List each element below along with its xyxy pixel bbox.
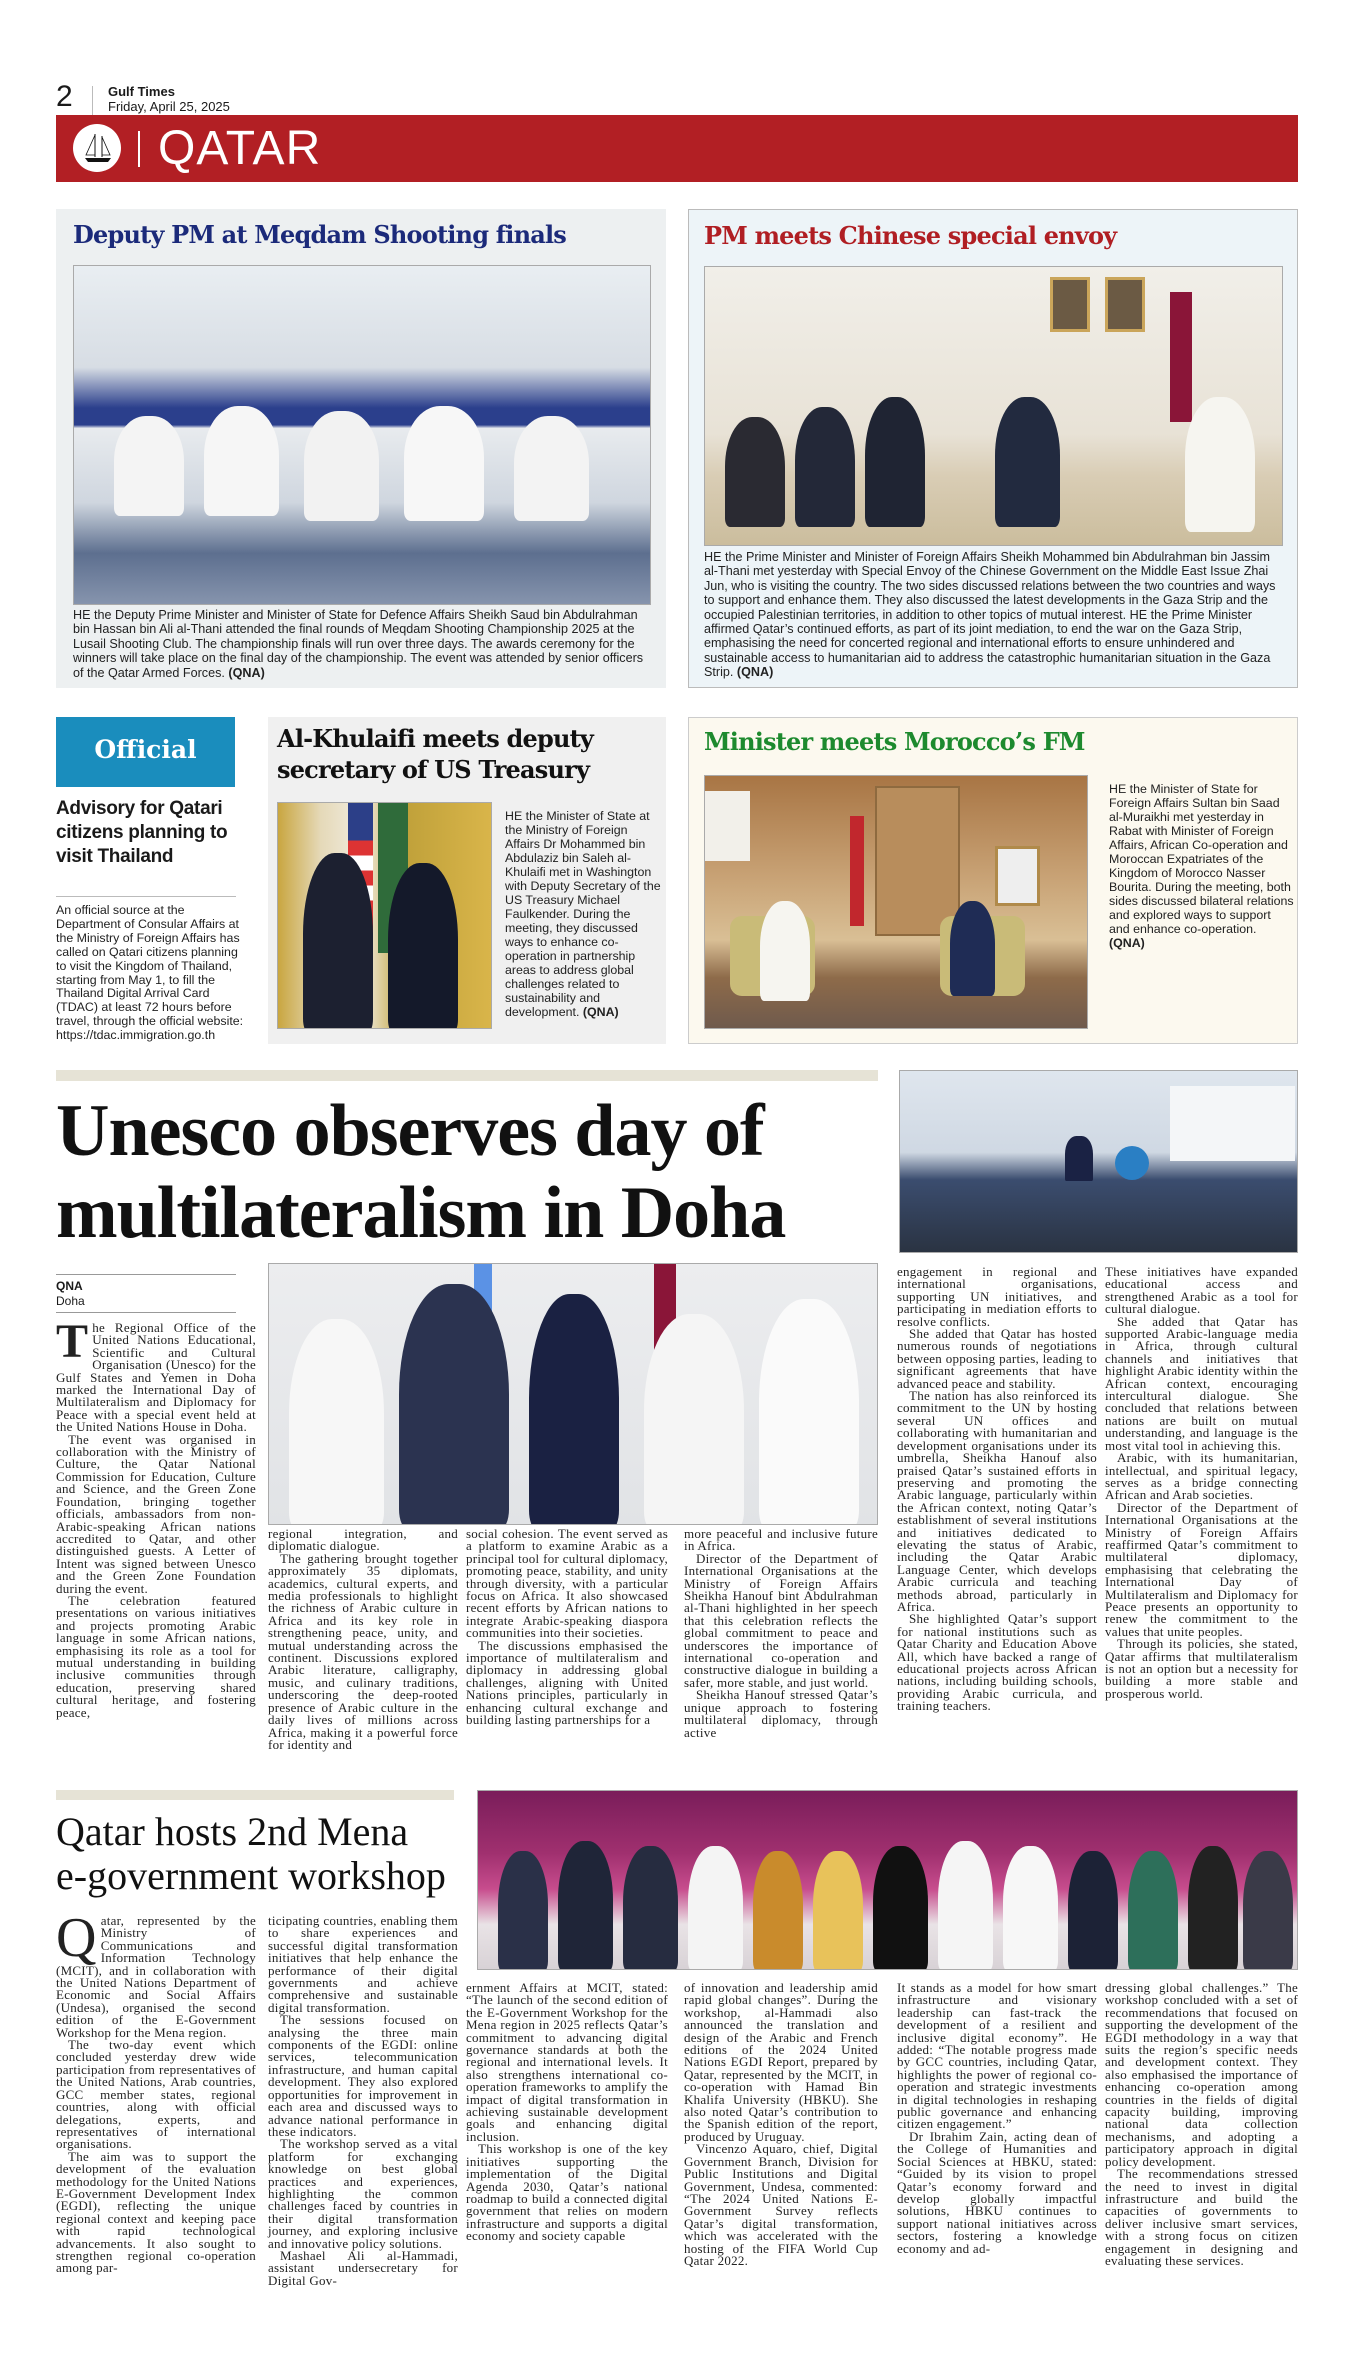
paragraph: These initiatives have expanded educational access and strengthened Arabic as a tool for cultural dialogue. (1105, 1264, 1298, 1317)
article-column (1105, 1266, 1298, 1700)
paragraph: The sessions focused on analysing the three main components of the EGDI: online services, telecommunication infrastructure, and human capital development. They also explored opportunities for improvement in each area and discussed ways to advance national performance in these indicators. (268, 2012, 458, 2139)
drop-cap: Q (56, 1907, 97, 1969)
article-column (56, 1907, 256, 2276)
article-column (56, 1315, 256, 1720)
advisory-body: An official source at the Department of Consular Affairs at the Ministry of Foreign Affairs has called on Qatari citizens planning to visit the Kingdom of Thailand, starting from May 1, to fill the Thailand Digital Arrival Card (TDAC) at least 72 hours before travel, through the official website: https://tdac.immigration.go.th (56, 903, 244, 1043)
paragraph: Dr Ibrahim Zain, acting dean of the College of Humanities and Social Sciences at HBKU, stated: “Guided by its vision to propel Qatar’s economy forward and develop globally impactful solutions, HBKU continues to support national initiatives across sectors, fostering a knowledge economy and ad- (897, 2128, 1097, 2256)
article-column (268, 1915, 458, 2287)
story-body: HE the Minister of State for Foreign Affairs Sultan bin Saad al-Muraikhi met yesterday in Rabat with Minister of Foreign Affairs, African Co-operation and Moroccan Expatriates of the Kingdom of Morocco Nasser Bourita. During the meeting, both sides discussed bilateral relations and explored ways to support and enhance co-operation. (QNA) (1109, 782, 1294, 950)
paragraph: Director of the Department of International Organisations at the Ministry of Foreign Affairs reaffirmed Qatar’s commitment to multilateral diplomacy, emphasising that celebrating the International Day of Multilateralism and Diplomacy for Peace presents an opportunity to renew the commitment to the values that unite peoples. (1105, 1499, 1298, 1639)
paragraph: ernment Affairs at MCIT, stated: “The launch of the second edition of the E-Government Workshop for the Mena region in 2025 reflects Qatar’s commitment to advancing digital governance standards at both the regional and international levels. It also strengthens international co-operation frameworks to amplify the impact of digital transformation in achieving sustainable development goals and enhancing digital inclusion. (466, 1980, 668, 2144)
story-pm-chinese-envoy (688, 209, 1298, 688)
paragraph: The two-day event which concluded yesterday drew wide participation from representatives of the United Nations, Arab countries, GCC member states, regional countries, along with official delegations, experts, and representatives of international organisations. (56, 2037, 256, 2152)
paragraph: The gathering brought together approximately 35 diplomats, academics, cultural experts, and media professionals to highlight the richness of Arabic culture in Africa and its key role in strengthening peace, unity, and mutual understanding across the continent. Discussions explored Arabic literature, calligraphy, music, and culinary traditions, underscoring the deep-rooted presence of Arabic culture in the daily lives of millions across Africa, making it a powerful force for identity and (268, 1550, 458, 1752)
story-khulaifi (268, 717, 666, 1044)
dhow-boat-icon (73, 124, 121, 172)
advisory-headline: Advisory for Qatari citizens planning to visit Thailand (56, 798, 228, 867)
article-column (466, 1528, 668, 1727)
photo-unesco-group (268, 1263, 878, 1525)
paragraph: he Regional Office of the United Nations Educational, Scientific and Cultural Organisation (Unesco) for the Gulf States and Yemen in Doha marked the International Day of Multilateralism and Diplomacy for Peace with a special event held at the United Nations House in Doha. (56, 1320, 256, 1435)
paragraph: Director of the Department of International Organisations at the Ministry of Foreign Affairs Sheikha Hanouf bint Abdulrahman al-Thani highlighted in her speech that this celebration reflects the global commitment to peace and underscores the importance of international co-operation and constructive dialogue in building a safer, more stable, and just world. (684, 1550, 878, 1690)
paragraph: social cohesion. The event served as a platform to examine Arabic as a principal tool for cultural diplomacy, promoting peace, stability, and unity through diversity, with a particular focus on Africa. It also showcased recent efforts by African nations to integrate Arabic-speaking diaspora communities into their societies. (466, 1526, 668, 1641)
section-title: QATAR (158, 122, 322, 175)
official-label: Official (94, 735, 197, 764)
paragraph: The discussions emphasised the importance of multilateralism and diplomacy in addressing global challenges, aligning with United Nations principles, particularly in enhancing cultural exchange and building lasting partnerships for a (466, 1637, 668, 1728)
paragraph: atar, represented by the Ministry of Communications and Information Technology (MCIT), and in collaboration with the United Nations Department of Economic and Social Affairs (Undesa), organised the second edition of the E-Government Workshop for the Mena region. (56, 1913, 256, 2040)
paragraph: She added that Qatar has supported Arabic-language media in Africa, through cultural channels and initiatives that highlight Arabic identity within the African context, encouraging intercultural dialogue. She concluded that relations between nations are built on mutual understanding, and language is the most vital tool in achieving this. (1105, 1313, 1298, 1453)
paragraph: Vincenzo Aquaro, chief, Digital Government Branch, Division for Public Institutions and Digital Government, Undesa, commented: “The 2024 United Nations E-Government Survey reflects Qatar’s digital transformation, which was accelerated with the hosting of the FIFA World Cup Qatar 2022. (684, 2141, 878, 2268)
divider (56, 1070, 878, 1081)
headline-line: Qatar hosts 2nd Mena (56, 1809, 409, 1854)
mena-headline (56, 1810, 466, 1898)
paragraph: of innovation and leadership amid rapid global changes”. During the workshop, al-Hammadi also announced the translation and design of the Arabic and French editions of the 2024 United Nations EGDI Report, prepared by Qatar, represented by the MCIT, in co-operation with Hamad Bin Khalifa University (HBKU). She also noted Qatar’s contribution to the Spanish edition of the report, produced by Uruguay. (684, 1980, 878, 2144)
article-column (1105, 1982, 1298, 2267)
article-column (268, 1528, 458, 1751)
paragraph: The celebration featured presentations on various initiatives and projects promoting Arabic language in some African nations, emphasising its role as a tool for mutual understanding in building inclusive communities through education, preserving shared cultural heritage, and fostering peace, (56, 1592, 256, 1720)
photo-mena-workshop-group (477, 1790, 1298, 1970)
headline-line: e-government workshop (56, 1853, 446, 1898)
photo-unesco-speaker (899, 1070, 1298, 1253)
paragraph: regional integration, and diplomatic dialogue. (268, 1526, 458, 1554)
headline-line: Unesco observes day of (56, 1090, 764, 1172)
photo-caption: HE the Deputy Prime Minister and Minister of State for Defence Affairs Sheikh Saud bin Abdulrahman bin Hassan bin Ali al-Thani attended the final rounds of Meqdam Shooting Championship 2025 at the Lusail Shooting Club. The championship finals will run over three days. The awards ceremony for the winners will take place on the final day of the championship. The event was attended by senior officers of the Qatar Armed Forces. (QNA) (73, 608, 644, 680)
paragraph: The event was organised in collaboration with the Ministry of Culture, the Qatar National Commission for Education, Culture and Science, and the Green Zone Foundation, bringing together officials, ambassadors from non-Arabic-speaking African nations accredited to Qatar, and other distinguished guests. A Letter of Intent was signed between Unesco and the Green Zone Foundation during the event. (56, 1431, 256, 1596)
photo-morocco-meeting (704, 775, 1088, 1029)
story-morocco (688, 717, 1298, 1044)
paragraph: The nation has also reinforced its commitment to the UN by hosting several UN offices and collaborating with humanitarian and development organisations under its umbrella, Sheikha Hanouf also praised Qatar’s sustained efforts in preserving and promoting the Arabic language, particularly within the African context, noting Qatar’s establishment of several institutions and initiatives dedicated to elevating the status of Arabic, including the Qatar Arabic Language Center, which develops Arabic curricula and teaching methods abroad, particularly in Africa. (897, 1388, 1097, 1614)
photo-shooting-finals (73, 265, 651, 605)
paragraph: The recommendations stressed the need to invest in digital infrastructure and build the capacities of governments to deliver inclusive smart services, with a strong focus on citizen engagement in designing and evaluating these services. (1105, 2166, 1298, 2268)
paragraph: Through its policies, she stated, Qatar affirms that multilateralism is not an option but a necessity for building a more stable and prosperous world. (1105, 1636, 1298, 1701)
official-label-box (56, 717, 235, 787)
paragraph: Sheikha Hanouf stressed Qatar’s unique approach to fostering multilateral diplomacy, through active (684, 1687, 878, 1740)
page-number: 2 (56, 80, 73, 113)
article-column (466, 1982, 668, 2243)
paragraph: dressing global challenges.” The workshop concluded with a set of recommendations that focused on supporting the development of the EGDI methodology in a way that suits the region’s specific needs and development context. They also emphasised the importance of enhancing co-operation among countries in the fields of digital capacity building, improving national data collection mechanisms, and adopting a participatory approach in digital policy development. (1105, 1980, 1298, 2169)
headline: Deputy PM at Meqdam Shooting finals (73, 220, 567, 249)
article-column (684, 1982, 878, 2267)
paragraph: Mashael Ali al-Hammadi, assistant undersecretary for Digital Gov- (268, 2247, 458, 2288)
headline: Minister meets Morocco’s FM (704, 727, 1085, 756)
headline: PM meets Chinese special envoy (704, 221, 1117, 250)
photo-caption: HE the Prime Minister and Minister of Foreign Affairs Sheikh Mohammed bin Abdulrahman bin Jassim al-Thani met yesterday with Special Envoy of the Chinese Government on the Middle East Issue Zhai Jun, who is visiting the country. The two sides discussed relations between the two countries and ways to support and enhance them. They also discussed the latest developments in the Gaza Strip and the occupied Palestinian territories, in addition to other topics of mutual interest. HE the Prime Minister affirmed Qatar’s continued efforts, as part of its joint mediation, to end the war on the Gaza Strip, emphasising the need for concerted regional and international efforts to ensure unhindered and sustainable access to humanitarian aid to address the catastrophic humanitarian situation in the Gaza Strip. (QNA) (704, 550, 1276, 680)
divider (56, 1790, 454, 1800)
byline-place: Doha (56, 1294, 85, 1308)
paragraph: She added that Qatar has hosted numerous rounds of negotiations between opposing parties, leading to significant agreements that have advanced peace and stability. (897, 1326, 1097, 1391)
headline: Al-Khulaifi meets deputy secretary of US Treasury (277, 724, 594, 784)
divider (92, 86, 93, 116)
headline-line: multilateralism in Doha (56, 1172, 786, 1254)
article-column (684, 1528, 878, 1739)
paragraph: Arabic, with its humanitarian, intellectual, and spiritual legacy, serves as a bridge connecting African and Arab societies. (1105, 1450, 1298, 1503)
issue-date: Friday, April 25, 2025 (108, 99, 230, 114)
divider (56, 896, 236, 897)
paragraph: It stands as a model for how smart infrastructure and visionary leadership can fast-track the development of a resilient and inclusive digital economy”. He added: “The notable progress made by GCC countries, including Qatar, highlights the power of regional co-operation and strategic investments in digital technologies in reshaping public governance and enhancing citizen engagement.” (897, 1980, 1097, 2132)
byline-agency: QNA (56, 1279, 83, 1293)
unesco-headline (56, 1090, 886, 1254)
photo-pm-meeting (704, 266, 1283, 546)
paragraph: more peaceful and inclusive future in Africa. (684, 1526, 878, 1554)
divider (138, 131, 140, 167)
paragraph: engagement in regional and international organisations, supporting UN initiatives, and participating in mediation efforts to resolve conflicts. (897, 1264, 1097, 1329)
photo-treasury-meeting (277, 802, 492, 1029)
divider (56, 1274, 236, 1275)
paragraph: This workshop is one of the key initiatives supporting the implementation of the Digital Agenda 2030, Qatar’s national roadmap to build a connected digital government that relies on modern infrastructure and supports a digital economy and society capable (466, 2141, 668, 2244)
paragraph: The workshop served as a vital platform for exchanging knowledge on best global practices and experiences, highlighting the common challenges faced by countries in their digital transformation journey, and exploring inclusive and innovative policy solutions. (268, 2136, 458, 2251)
article-column (897, 1982, 1097, 2255)
paragraph: ticipating countries, enabling them to share experiences and successful digital transformation initiatives that help enhance the performance of their digital governments and achieve comprehensive and sustainable digital transformation. (268, 1913, 458, 2015)
divider (56, 1312, 236, 1313)
section-banner (56, 115, 1298, 182)
paragraph: She highlighted Qatar’s support for national institutions such as Qatar Charity and Education Above All, which have backed a range of educational projects across African nations, including building schools, providing Arabic curricula, and training teachers. (897, 1611, 1097, 1714)
publication-name: Gulf Times (108, 84, 175, 99)
drop-cap: T (56, 1315, 89, 1368)
paragraph: The aim was to support the development of the evaluation methodology for the United Nations E-Government Development Index (EGDI), reflecting the unique regional context and keeping pace with rapid technological advancements. It also sought to strengthen regional co-operation among par- (56, 2148, 256, 2276)
story-deputy-pm (56, 209, 666, 688)
story-body: HE the Minister of State at the Ministry of Foreign Affairs Dr Mohammed bin Abdulaziz bin Saleh al-Khulaifi met in Washington with Deputy Secretary of the US Treasury Michael Faulkender. During the meeting, they discussed ways to enhance co-operation in partnership areas to address global challenges related to sustainability and development. (QNA) (505, 809, 661, 1019)
article-column (897, 1266, 1097, 1713)
